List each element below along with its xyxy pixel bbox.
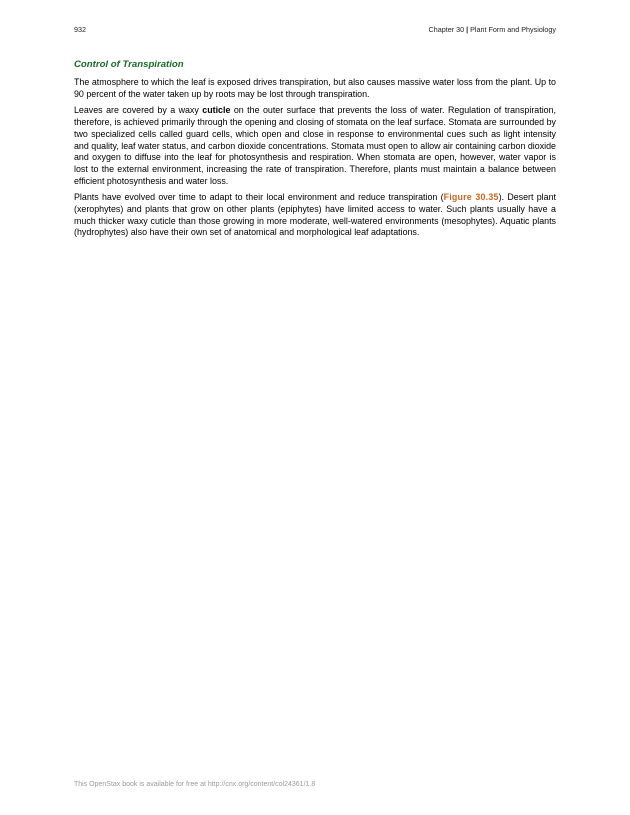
paragraph-2-text-start: Leaves are covered by a waxy xyxy=(74,105,203,116)
paragraph-3 xyxy=(74,192,556,239)
page-number: 932 xyxy=(74,25,86,34)
paragraph-2-text-end: on the outer surface that prevents the loss of water. Regulation of transpiration, therefore, is achieved primarily through the opening and closing of stomata on the leaf surface. Stomata are surrounded by two specialized cells called guard cells, which open and close in response to environmental cues such as light intensity and quality, leaf water status, and carbon dioxide concentrations. Stomata must open to allow air containing carbon dioxide and oxygen to diffuse into the leaf for photosynthesis and respiration. When stomata are open, however, water vapor is lost to the external environment, increasing the rate of transpiration. Therefore, plants must maintain a balance between efficient photosynthesis and water loss. xyxy=(74,105,556,186)
paragraph-2 xyxy=(74,105,556,187)
paragraph-3-text-start: Plants have evolved over time to adapt to their local environment and reduce transpiration ( xyxy=(74,192,444,203)
figure-reference-link[interactable]: Figure 30.35 xyxy=(443,192,499,203)
paragraph-1: The atmosphere to which the leaf is exposed drives transpiration, but also causes massive water loss from the plant. Up to 90 percent of the water taken up by roots may be lost through transpiration. xyxy=(74,77,556,99)
chapter-separator: | xyxy=(466,25,469,34)
chapter-title: Plant Form and Physiology xyxy=(468,25,556,34)
running-chapter-title xyxy=(429,25,556,34)
chapter-prefix: Chapter 30 xyxy=(428,25,467,34)
page-body xyxy=(74,58,556,244)
page-footer: This OpenStax book is available for free at http://cnx.org/content/col24361/1.8 xyxy=(74,781,316,788)
key-term-cuticle: cuticle xyxy=(202,105,231,116)
paragraph-3-text-end: ). Desert plant (xerophytes) and plants that grow on other plants (epiphytes) have limited access to water. Such plants usually have a much thicker waxy cuticle than those growing in more moderate, well-watered environments (mesophytes). Aquatic plants (hydrophytes) also have their own set of anatomical and morphological leaf adaptations. xyxy=(74,192,556,238)
section-heading: Control of Transpiration xyxy=(74,59,184,70)
